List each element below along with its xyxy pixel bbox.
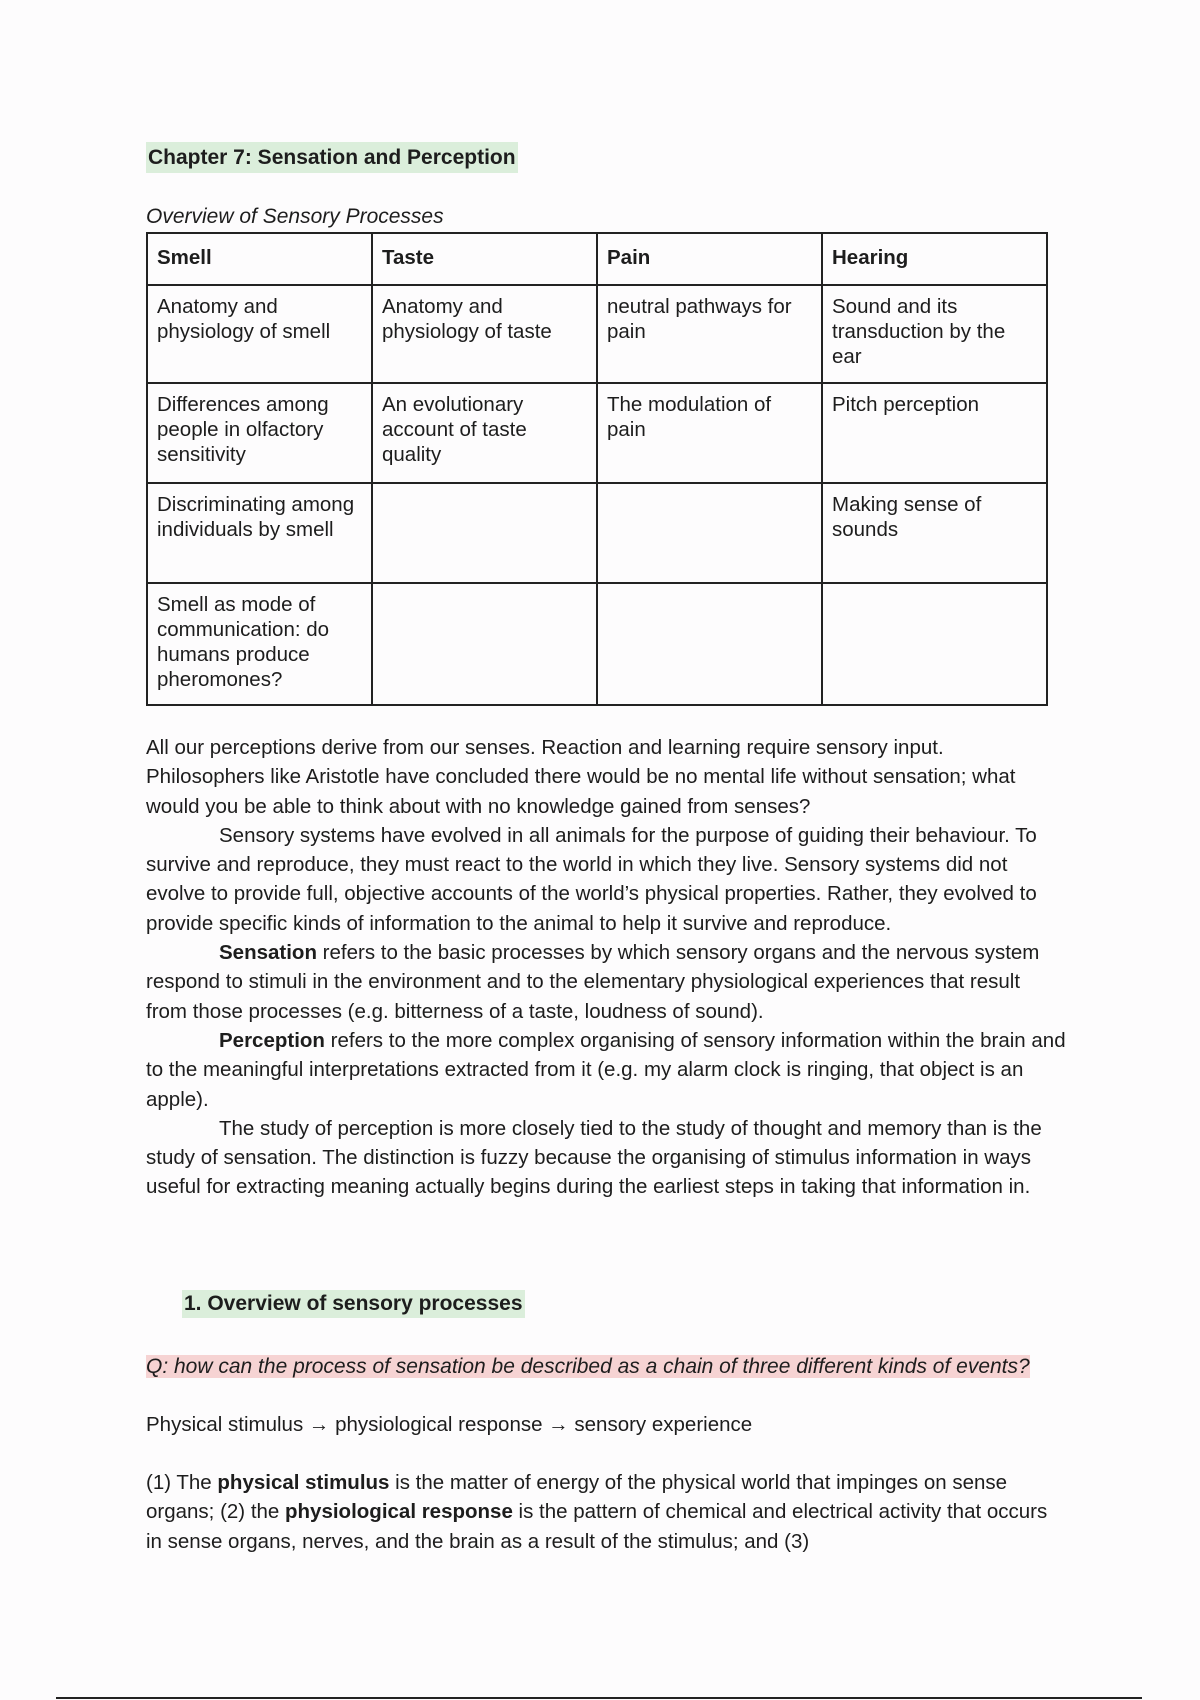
table-cell: The modulation of pain [597,383,822,483]
chapter-title: Chapter 7: Sensation and Perception [146,142,518,173]
paragraph-perception [146,1026,1066,1114]
section-heading: 1. Overview of sensory processes [182,1290,525,1318]
table-cell: Pitch perception [822,383,1047,483]
text-run: is the matter of energy of the physical world that impinges on sense organs; (2) the [146,1471,1008,1524]
paragraph-sensation [146,938,1066,1026]
header-taste: Taste [372,233,597,285]
table-cell [822,583,1047,705]
table-cell [372,583,597,705]
term-perception: Perception [219,1028,325,1052]
table-row [147,285,1047,383]
text-run: (1) The [146,1471,218,1494]
text-run: is the pattern of chemical and electrical activity that occurs in sense organs, nerves, and the brain as a result of the stimulus; and (3) [146,1500,1048,1553]
paragraph-intro: All our perceptions derive from our senses. Reaction and learning require sensory input. Philosophers like Aristotle have concluded there would be no mental life without sensation; what would you be able to think about with no knowledge gained from senses? [146,736,1016,818]
perception-definition: refers to the more complex organising of sensory information within the brain and to the meaningful interpretations extracted from it (e.g. my alarm clock is ringing, that object is an apple). [146,1028,1066,1111]
study-question [146,1352,1046,1381]
header-smell: Smell [147,233,372,285]
table-cell: Smell as mode of communication: do humans produce pheromones? [147,583,372,705]
table-cell: Discriminating among individuals by smell [147,483,372,583]
table-cell: Anatomy and physiology of taste [372,285,597,383]
paragraph-study-of-perception: The study of perception is more closely tied to the study of thought and memory than is the study of sensation. The distinction is fuzzy because the organising of stimulus information in ways useful for extracting meaning actually begins during the earliest steps in taking that information in. [146,1116,1042,1199]
header-pain: Pain [597,233,822,285]
term-physiological-response: physiological response [285,1500,513,1524]
table-cell: Sound and its transduction by the ear [822,285,1047,383]
table-header-row [147,233,1047,285]
table-caption: Overview of Sensory Processes [146,205,444,228]
question-text: Q: how can the process of sensation be described as a chain of three different kinds of events? [146,1355,1030,1378]
table-cell: An evolutionary account of taste quality [372,383,597,483]
paragraph-chain-explanation [146,1468,1066,1556]
page-bottom-rule [56,1697,1142,1699]
sensory-processes-table [146,232,1048,706]
process-chain: Physical stimulus → physiological response → sensory experience [146,1413,753,1436]
paragraph-sensory-systems: Sensory systems have evolved in all animals for the purpose of guiding their behaviour. To survive and reproduce, they must react to the world in which they live. Sensory systems did not evolve to provide full, objective accounts of the world’s physical properties. Rather, they evolved to provide specific kinds of information to the animal to help it survive and reproduce. [146,823,1037,935]
table-cell: neutral pathways for pain [597,285,822,383]
table-row [147,483,1047,583]
table-cell: Anatomy and physiology of smell [147,285,372,383]
table-row [147,583,1047,705]
term-sensation: Sensation [219,941,317,965]
term-physical-stimulus: physical stimulus [217,1471,390,1494]
table-cell: Making sense of sounds [822,483,1047,583]
table-cell [597,583,822,705]
sensation-definition: refers to the basic processes by which sensory organs and the nervous system respond to stimuli in the environment and to the elementary physiological experiences that result from those processes (e.g. bitterness of a taste, loudness of sound). [146,941,1040,1023]
header-hearing: Hearing [822,233,1047,285]
body-text [146,733,1066,1202]
table-cell: Differences among people in olfactory sensitivity [147,383,372,483]
table-cell [372,483,597,583]
table-cell [597,483,822,583]
table-row [147,383,1047,483]
